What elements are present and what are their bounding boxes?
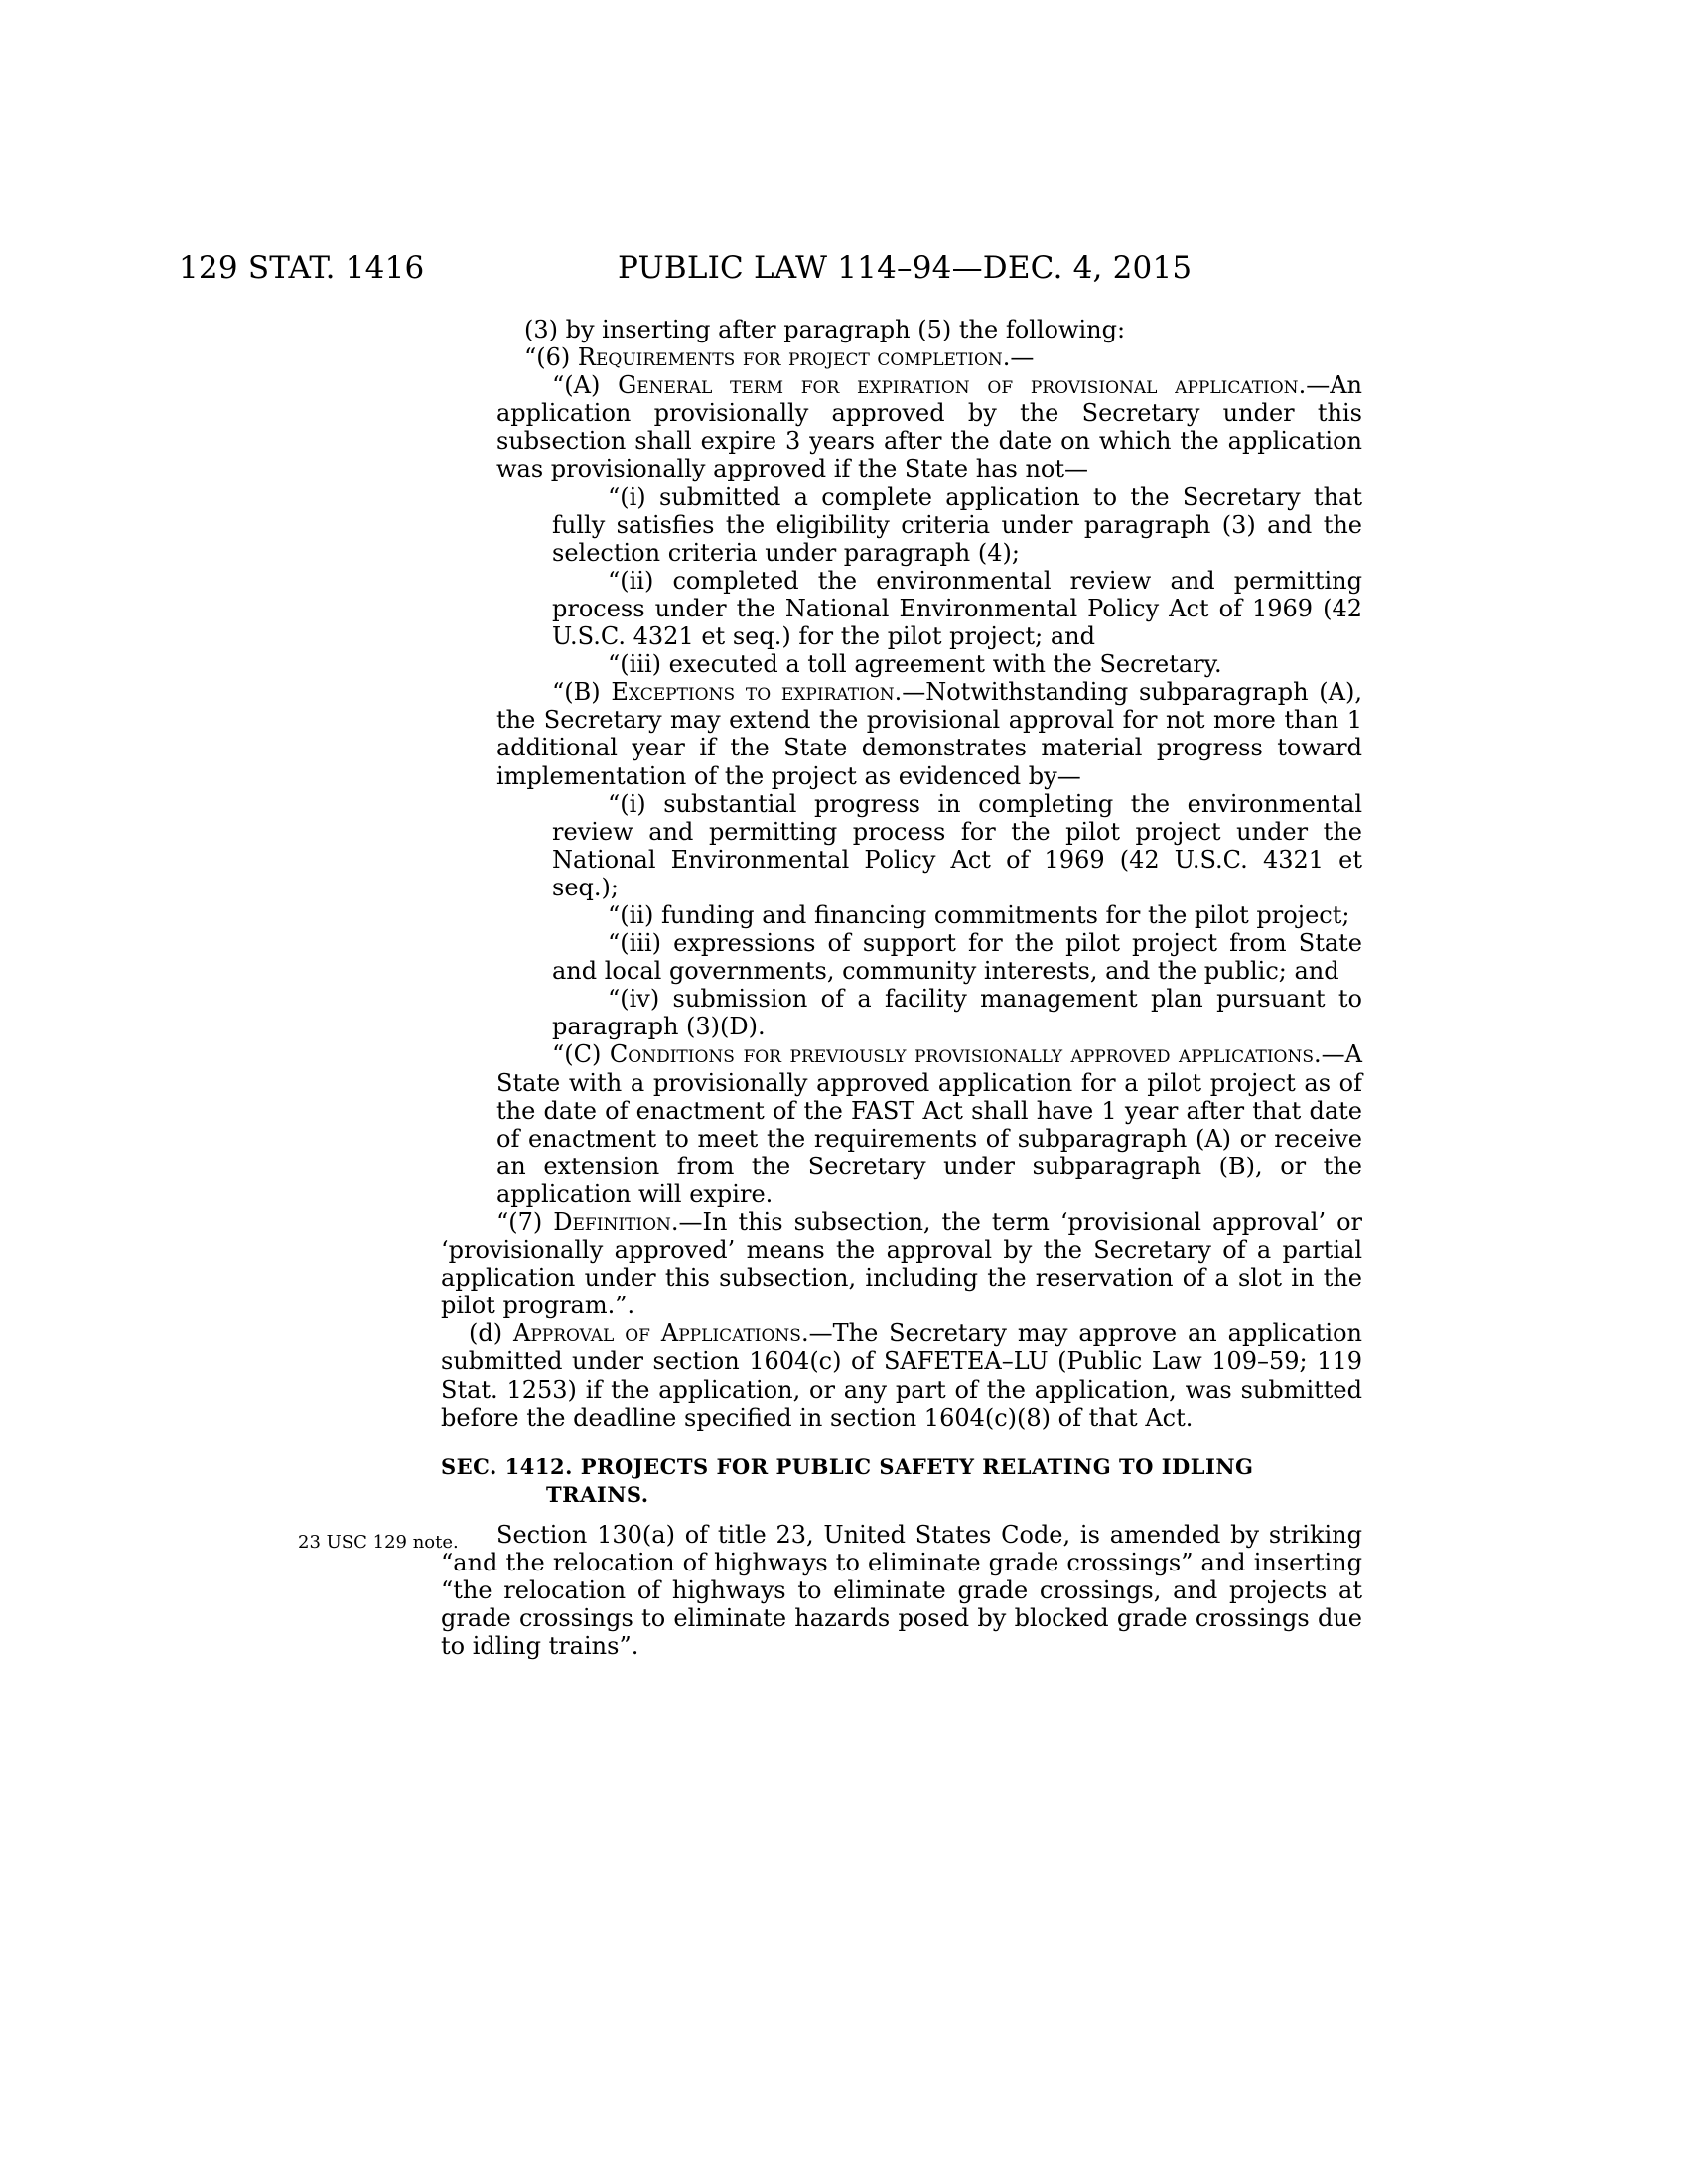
- paragraph-7-number: “(7): [496, 1208, 554, 1236]
- subparagraph-c-text: .—A State with a provisionally approved application for a pilot project as of the date of enactment of the FAST Act shall have 1 year after that date of enactment to meet the requirements of subparagraph (A) or receive an extension from the Secretary under subparagraph (B), or the application will expire.: [496, 1040, 1362, 1208]
- stat-reference: 129 STAT. 1416: [179, 250, 425, 286]
- clause-b-iii: “(iii) expressions of support for the pilot project from State and local governments, community interests, and the public; and: [552, 929, 1362, 986]
- paragraph-6-heading: [496, 343, 1362, 371]
- paragraph-6-title: Requirements for project completion: [577, 343, 1003, 372]
- subparagraph-a: [496, 371, 1362, 482]
- clause-b-ii: “(ii) funding and financing commitments for the pilot project;: [608, 900, 1350, 929]
- subparagraph-a-text: .—An application provisionally approved by the Secretary under this subsection shall expire 3 years after the date on which the application was provisionally approved if the State has not—: [496, 371, 1362, 483]
- paragraph-7-title: Definition: [553, 1208, 671, 1236]
- subparagraph-c-number: “(C): [552, 1040, 610, 1069]
- subparagraph-c: [496, 1040, 1362, 1208]
- subparagraph-b: [496, 678, 1362, 789]
- document-body: [441, 316, 1363, 1661]
- subparagraph-b-text: .—Notwithstanding subparagraph (A), the Secretary may extend the provisional approval for not more than 1 additional year if the State demonstrates material progress toward implementation of the project as evidenced by—: [496, 678, 1362, 790]
- paragraph-7: [441, 1208, 1362, 1319]
- section-heading-line-2: TRAINS.: [546, 1481, 649, 1507]
- clause-a-iii: “(iii) executed a toll agreement with the Secretary.: [608, 650, 1222, 679]
- subsection-d-number: (d): [469, 1319, 513, 1348]
- subparagraph-a-title: General term for expiration of provisional application: [618, 371, 1299, 400]
- clause-b-iv: “(iv) submission of a facility management plan pursuant to paragraph (3)(D).: [552, 985, 1362, 1041]
- subparagraph-b-number: “(B): [552, 678, 612, 707]
- paragraph-6-dash: .—: [1002, 343, 1035, 372]
- subparagraph-a-number: “(A): [552, 371, 619, 400]
- subparagraph-c-title: Conditions for previously provisionally approved applications: [609, 1040, 1315, 1069]
- section-1412-heading: [441, 1453, 1362, 1509]
- section-heading-line-1: SEC. 1412. PROJECTS FOR PUBLIC SAFETY RELATING TO IDLING: [441, 1453, 1254, 1479]
- subparagraph-b-title: Exceptions to expiration: [611, 678, 895, 707]
- subsection-d: [441, 1319, 1362, 1431]
- public-law-header: PUBLIC LAW 114–94—DEC. 4, 2015: [618, 250, 1193, 286]
- subsection-d-title: Approval of Applications: [513, 1319, 801, 1348]
- margin-note: 23 USC 129 note.: [298, 1532, 459, 1553]
- clause-b-i: “(i) substantial progress in completing the environmental review and permitting process for the pilot project under the National Environmental Policy Act of 1969 (42 U.S.C. 4321 et seq.);: [552, 789, 1362, 901]
- amendment-paragraph-3: (3) by inserting after paragraph (5) the following:: [524, 316, 1126, 343]
- section-1412-body: Section 130(a) of title 23, United States Code, is amended by striking “and the relocation of highways to eliminate grade crossings” and inserting “the relocation of highways to eliminate grade crossings, and projects at grade crossings to eliminate hazards posed by blocked grade crossings due to idling trains”.: [441, 1520, 1362, 1661]
- clause-a-i: “(i) submitted a complete application to the Secretary that fully satisfies the eligibility criteria under paragraph (3) and the selection criteria under paragraph (4);: [552, 482, 1362, 567]
- paragraph-7-text: .—In this subsection, the term ‘provisional approval’ or ‘provisionally approved’ means the approval by the Secretary of a partial application under this subsection, including the reservation of a slot in the pilot program.”.: [441, 1208, 1362, 1320]
- paragraph-6-number: “(6): [524, 343, 578, 372]
- clause-a-ii: “(ii) completed the environmental review and permitting process under the National Environmental Policy Act of 1969 (42 U.S.C. 4321 et seq.) for the pilot project; and: [552, 566, 1362, 651]
- subsection-d-text: .—The Secretary may approve an application submitted under section 1604(c) of SAFETEA–LU (Public Law 109–59; 119 Stat. 1253) if the application, or any part of the application, was submitted before the deadline specified in section 1604(c)(8) of that Act.: [441, 1319, 1363, 1432]
